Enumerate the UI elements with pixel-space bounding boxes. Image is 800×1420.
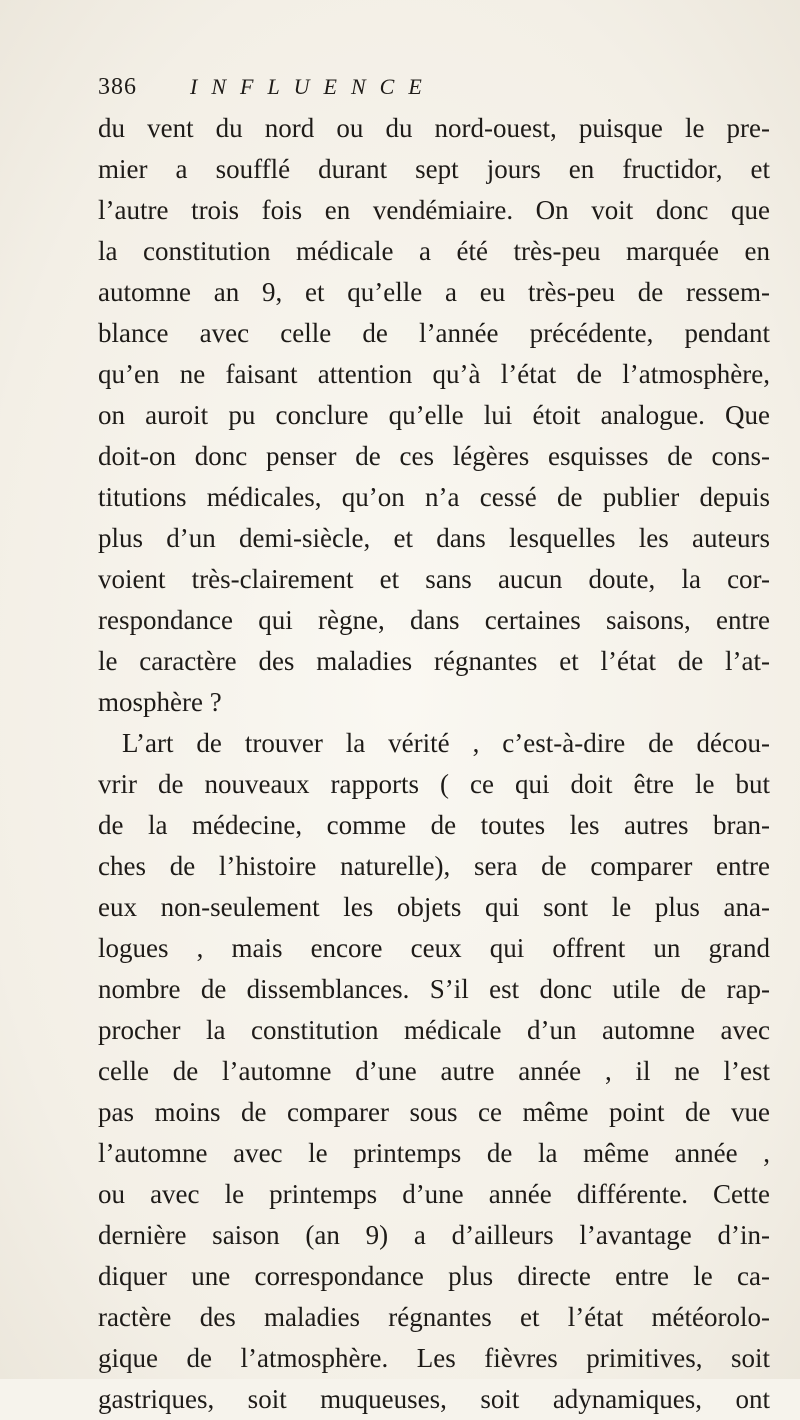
- text-line: respondance qui règne, dans certaines saisons, entre: [98, 605, 770, 635]
- text-line: ou avec le printemps d’une année différente. Cette: [98, 1179, 770, 1209]
- text-line: eux non-seulement les objets qui sont le plus ana-: [98, 892, 770, 922]
- text-line: pas moins de comparer sous ce même point de vue: [98, 1097, 770, 1127]
- text-line: mosphère ?: [98, 687, 222, 717]
- text-line: dernière saison (an 9) a d’ailleurs l’avantage d’in-: [98, 1220, 770, 1250]
- page-number: 386: [98, 74, 137, 100]
- text-line: ractère des maladies régnantes et l’état météorolo-: [98, 1302, 770, 1332]
- text-line: automne an 9, et qu’elle a eu très-peu de ressem-: [98, 277, 770, 307]
- body-text: [98, 108, 770, 1420]
- text-line: celle de l’automne d’une autre année , il ne l’est: [98, 1056, 770, 1086]
- text-line: voient très-clairement et sans aucun doute, la cor-: [98, 564, 770, 594]
- text-line: doit-on donc penser de ces légères esquisses de cons-: [98, 441, 770, 471]
- text-line: titutions médicales, qu’on n’a cessé de publier depuis: [98, 482, 770, 512]
- text-line: L’art de trouver la vérité , c’est-à-dire de décou-: [122, 728, 770, 758]
- text-line: plus d’un demi-siècle, et dans lesquelles les auteurs: [98, 523, 770, 553]
- text-line: gastriques, soit muqueuses, soit adynamiques, ont: [98, 1384, 770, 1414]
- text-line: vrir de nouveaux rapports ( ce qui doit être le but: [98, 769, 770, 799]
- text-line: mier a soufflé durant sept jours en fructidor, et: [98, 154, 770, 184]
- text-line: nombre de dissemblances. S’il est donc utile de rap-: [98, 974, 770, 1004]
- text-line: logues , mais encore ceux qui offrent un grand: [98, 933, 770, 963]
- text-line: de la médecine, comme de toutes les autres bran-: [98, 810, 770, 840]
- text-line: ches de l’histoire naturelle), sera de comparer entre: [98, 851, 770, 881]
- text-line: on auroit pu conclure qu’elle lui étoit analogue. Que: [98, 400, 770, 430]
- text-line: procher la constitution médicale d’un automne avec: [98, 1015, 770, 1045]
- text-line: l’automne avec le printemps de la même année ,: [98, 1138, 770, 1168]
- text-line: l’autre trois fois en vendémiaire. On voit donc que: [98, 195, 770, 225]
- text-line: du vent du nord ou du nord-ouest, puisque le pre-: [98, 113, 770, 143]
- text-line: la constitution médicale a été très-peu marquée en: [98, 236, 770, 266]
- text-line: le caractère des maladies régnantes et l’état de l’at-: [98, 646, 770, 676]
- text-line: gique de l’atmosphère. Les fièvres primitives, soit: [98, 1343, 770, 1373]
- text-line: diquer une correspondance plus directe entre le ca-: [98, 1261, 770, 1291]
- text-line: blance avec celle de l’année précédente, pendant: [98, 318, 770, 348]
- running-title: INFLUENCE: [190, 74, 436, 99]
- text-line: qu’en ne faisant attention qu’à l’état de l’atmosphère,: [98, 359, 770, 389]
